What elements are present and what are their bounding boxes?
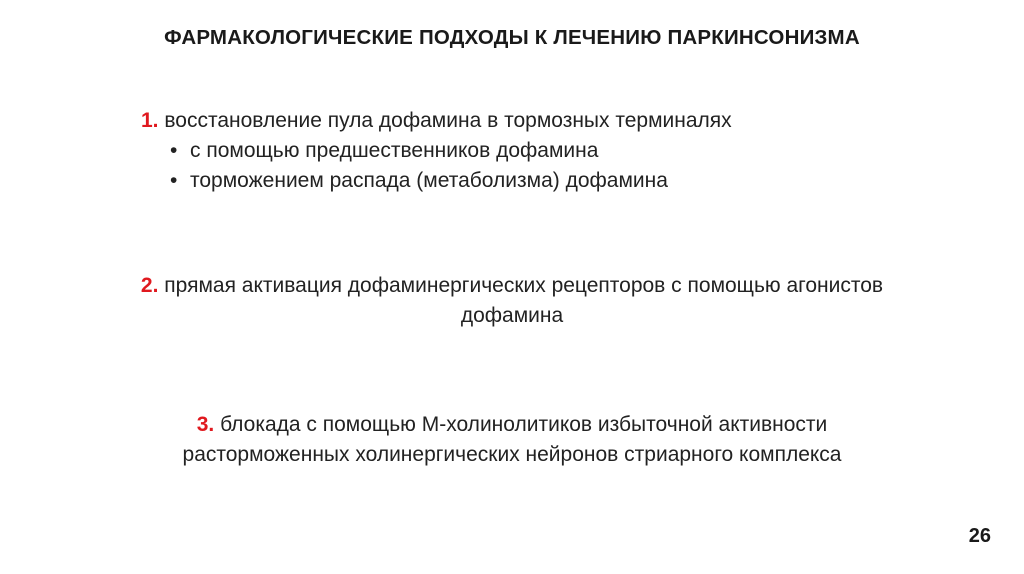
approach-1-line — [141, 106, 732, 136]
approach-3-text: блокада с помощью М-холинолитиков избыточной активности — [220, 413, 828, 436]
sub-list-item: • торможением распада (метаболизма) дофамина — [170, 166, 732, 196]
approach-3 — [40, 410, 984, 470]
approach-2-line-1 — [40, 271, 984, 301]
approach-2-number: 2. — [140, 274, 159, 297]
approach-1-sub-list — [141, 136, 732, 196]
slide-title: ФАРМАКОЛОГИЧЕСКИЕ ПОДХОДЫ К ЛЕЧЕНИЮ ПАРКИНСОНИЗМА — [164, 26, 860, 49]
approach-1 — [141, 106, 732, 196]
approach-2-text: прямая активация дофаминергических рецепторов с помощью агонистов — [164, 274, 884, 297]
page-number: 26 — [968, 525, 991, 547]
approach-2 — [40, 271, 984, 331]
approach-3-line-1 — [40, 410, 984, 440]
approach-3-line-2: расторможенных холинергических нейронов стриарного комплекса — [182, 443, 842, 466]
approach-2-line-2: дофамина — [460, 304, 564, 327]
approach-1-number: 1. — [141, 109, 159, 132]
sub-list-item: • с помощью предшественников дофамина — [170, 136, 732, 166]
approach-3-number: 3. — [196, 413, 215, 436]
approach-1-text: восстановление пула дофамина в тормозных терминалях — [164, 109, 732, 132]
